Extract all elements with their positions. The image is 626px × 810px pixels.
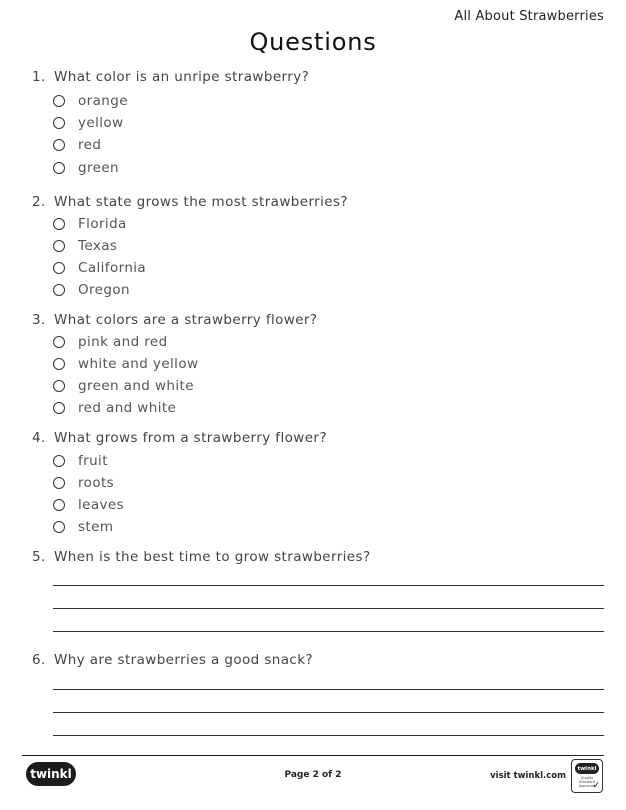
option-label: pink and red (78, 334, 168, 350)
radio-circle-icon[interactable] (53, 162, 65, 174)
option-label: green (78, 160, 119, 176)
question-text: What color is an unripe strawberry? (54, 69, 310, 85)
question-3 (32, 312, 317, 328)
answer-line[interactable] (53, 735, 604, 736)
answer-line[interactable] (53, 689, 604, 690)
radio-circle-icon[interactable] (53, 95, 65, 107)
page-number: Page 2 of 2 (284, 770, 342, 780)
question-text: What state grows the most strawberries? (54, 194, 348, 210)
option-label: Texas (78, 238, 118, 254)
footer-divider (22, 755, 604, 756)
option-label: Florida (78, 216, 127, 232)
radio-circle-icon[interactable] (53, 358, 65, 370)
q4-option-4[interactable] (53, 518, 113, 536)
twinkl-logo: twinkl (26, 762, 76, 786)
q1-option-1[interactable] (53, 92, 128, 110)
option-label: white and yellow (78, 356, 199, 372)
question-text: When is the best time to grow strawberries? (54, 549, 371, 565)
radio-circle-icon[interactable] (53, 218, 65, 230)
question-text: What colors are a strawberry flower? (54, 312, 318, 328)
radio-circle-icon[interactable] (53, 521, 65, 533)
question-1 (32, 69, 309, 85)
q4-option-1[interactable] (53, 452, 108, 470)
option-label: leaves (78, 497, 125, 513)
radio-circle-icon[interactable] (53, 240, 65, 252)
option-label: red (78, 137, 102, 153)
q1-option-4[interactable] (53, 159, 119, 177)
option-label: yellow (78, 115, 124, 131)
q3-option-3[interactable] (53, 377, 194, 395)
radio-circle-icon[interactable] (53, 455, 65, 467)
question-number: 1. (32, 69, 46, 85)
q4-option-3[interactable] (53, 496, 124, 514)
question-4 (32, 430, 327, 446)
radio-circle-icon[interactable] (53, 262, 65, 274)
radio-circle-icon[interactable] (53, 336, 65, 348)
radio-circle-icon[interactable] (53, 499, 65, 511)
option-label: roots (78, 475, 115, 491)
badge-logo: twinkl (575, 763, 599, 774)
option-label: California (78, 260, 147, 276)
radio-circle-icon[interactable] (53, 139, 65, 151)
q3-option-2[interactable] (53, 355, 198, 373)
question-number: 6. (32, 652, 46, 668)
question-number: 5. (32, 549, 46, 565)
question-number: 2. (32, 194, 46, 210)
q2-option-1[interactable] (53, 215, 127, 233)
check-icon: ✓ (592, 781, 600, 791)
question-2 (32, 194, 348, 210)
q1-option-3[interactable] (53, 136, 101, 154)
q2-option-2[interactable] (53, 237, 117, 255)
q3-option-1[interactable] (53, 333, 168, 351)
q3-option-4[interactable] (53, 399, 176, 417)
option-label: stem (78, 519, 114, 535)
q2-option-3[interactable] (53, 259, 146, 277)
question-number: 3. (32, 312, 46, 328)
option-label: orange (78, 93, 128, 109)
option-label: red and white (78, 400, 177, 416)
radio-circle-icon[interactable] (53, 117, 65, 129)
radio-circle-icon[interactable] (53, 284, 65, 296)
badge-text: Quality Standard Approved (578, 776, 596, 788)
q4-option-2[interactable] (53, 474, 114, 492)
question-number: 4. (32, 430, 46, 446)
page-title: Questions (249, 28, 377, 56)
radio-circle-icon[interactable] (53, 477, 65, 489)
q2-option-4[interactable] (53, 281, 130, 299)
quality-standard-badge (571, 759, 603, 793)
question-6 (32, 652, 313, 668)
question-text: What grows from a strawberry flower? (54, 430, 327, 446)
visit-link[interactable]: visit twinkl.com (490, 771, 566, 781)
option-label: green and white (78, 378, 194, 394)
question-text: Why are strawberries a good snack? (54, 652, 313, 668)
option-label: fruit (78, 453, 108, 469)
option-label: Oregon (78, 282, 130, 298)
radio-circle-icon[interactable] (53, 380, 65, 392)
q1-option-2[interactable] (53, 114, 124, 132)
answer-line[interactable] (53, 712, 604, 713)
header-topic: All About Strawberries (454, 9, 604, 24)
answer-line[interactable] (53, 608, 604, 609)
question-5 (32, 549, 371, 565)
answer-line[interactable] (53, 631, 604, 632)
radio-circle-icon[interactable] (53, 402, 65, 414)
answer-line[interactable] (53, 585, 604, 586)
